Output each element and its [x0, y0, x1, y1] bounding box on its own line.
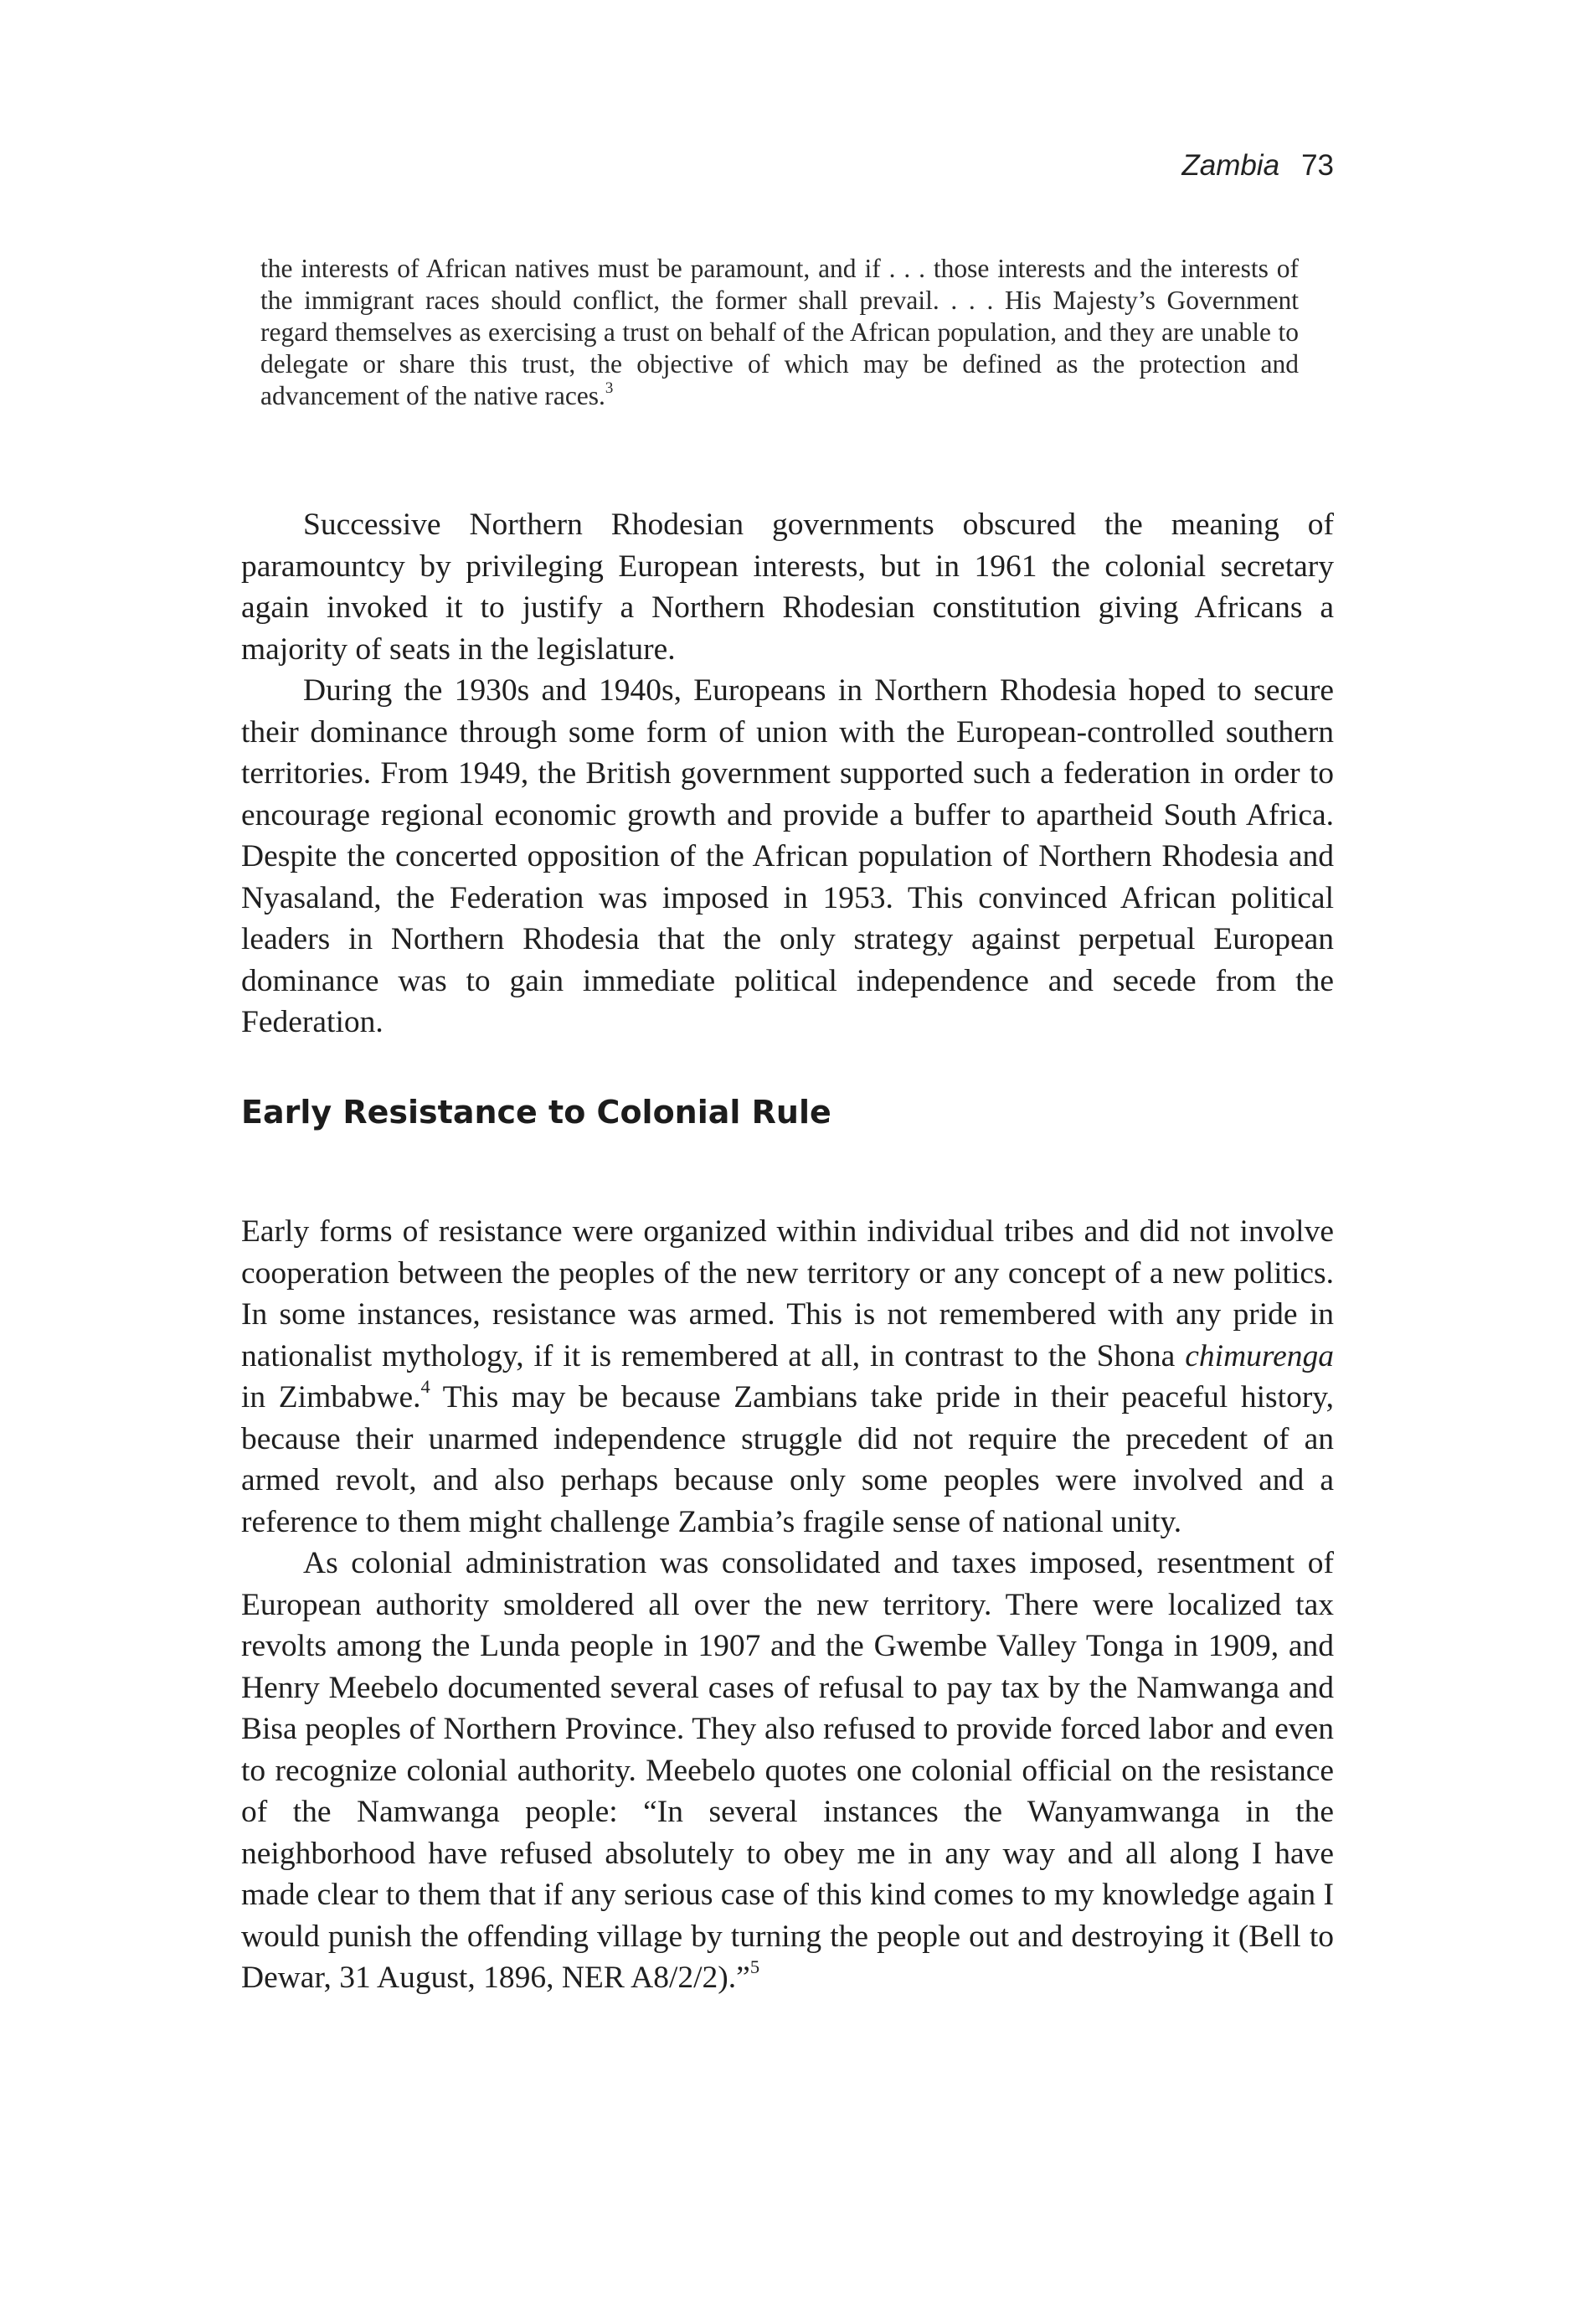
- paragraph-federation: During the 1930s and 1940s, Europeans in Northern Rhodesia hoped to secure their dominance through some form of union with the European-controlled southern territories. From 1949, the British government supported such a federation in order to encourage regional economic growth and provide a buffer to apartheid South Africa. Despite the concerted opposition of the African population of Northern Rhodesia and Nyasaland, the Federation was imposed in 1953. This convinced African political leaders in Northern Rhodesia that the only strategy against perpetual European dominance was to gain immediate political independence and secede from the Federation.: [241, 673, 1334, 1039]
- italic-term-chimurenga: chimurenga: [1185, 1338, 1334, 1373]
- paragraph-early-resistance: [241, 1211, 1334, 1543]
- paragraph-paramountcy: Successive Northern Rhodesian governments obscured the meaning of paramountcy by privileging European interests, but in 1961 the colonial secretary again invoked it to justify a Northern Rhodesian constitution giving Africans a majority of seats in the legislature.: [241, 508, 1334, 667]
- paragraph-tax-revolts: [241, 1543, 1334, 1999]
- paragraph-early-resistance-part-c: This may be because Zambians take pride in their peaceful history, because their unarmed independence struggle did not require the precedent of an armed revolt, and also perhaps because only some peoples were involved and a reference to them might challenge Zambia’s fragile sense of national unity.: [241, 1380, 1334, 1539]
- paragraph-early-resistance-part-b: in Zimbabwe.: [241, 1380, 421, 1414]
- section-heading: Early Resistance to Colonial Rule: [241, 1094, 831, 1131]
- book-page: [241, 0, 1334, 2324]
- body-text-intro: [241, 504, 1334, 1043]
- paragraph-tax-revolts-text: As colonial administration was consolidated and taxes imposed, resentment of European authority smoldered all over the new territory. There were localized tax revolts among the Lunda people in 1907 and the Gwembe Valley Tonga in 1909, and Henry Meebelo documented several cases of refusal to pay tax by the Namwanga and Bisa peoples of Northern Province. They also refused to provide forced labor and even to recognize colonial authority. Meebelo quotes one colonial official on the resistance of the Namwanga people: “In several instances the Wanyamwanga in the neighborhood have refused absolutely to obey me in any way and all along I have made clear to them that if any serious case of this kind comes to my knowledge again I would punish the offending village by turning the people out and destroying it (Bell to Dewar, 31 August, 1896, NER A8/2/2).”: [241, 1546, 1334, 1995]
- block-quote-text: the interests of African natives must be paramount, and if . . . those interests and the interests of the immigrant races should conflict, the former shall prevail. . . . His Majesty’s Government regard themselves as exercising a trust on behalf of the African population, and they are unable to delegate or share this trust, the objective of which may be defined as the protection and advancement of the native races.: [260, 254, 1299, 410]
- block-quote: [260, 253, 1299, 412]
- paragraph-early-resistance-part-a: Early forms of resistance were organized within individual tribes and did not involve cooperation between the peoples of the new territory or any concept of a new politics. In some instances, resistance was armed. This is not remembered with any pride in nationalist mythology, if it is remembered at all, in contrast to the Shona: [241, 1214, 1334, 1373]
- footnote-ref-4: 4: [420, 1376, 430, 1398]
- footnote-ref-5: 5: [749, 1956, 760, 1978]
- body-text-resistance: [241, 1211, 1334, 1999]
- footnote-ref-3: 3: [605, 379, 614, 397]
- running-header: [1181, 149, 1334, 183]
- page-number: 73: [1301, 149, 1334, 182]
- chapter-title: Zambia: [1181, 149, 1280, 182]
